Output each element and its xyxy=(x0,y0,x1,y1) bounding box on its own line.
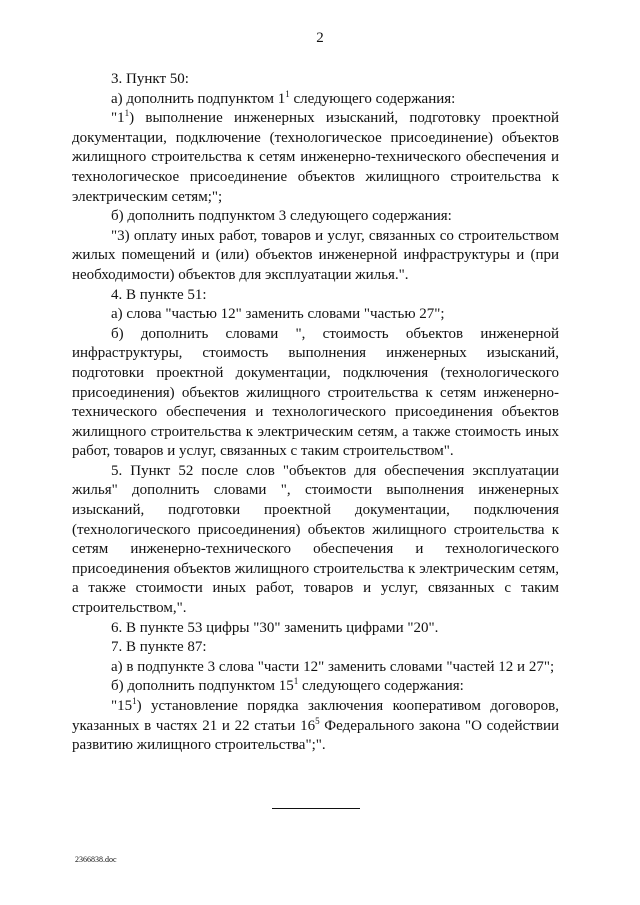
paragraph-4b: б) дополнить словами ", стоимость объектов инженерной инфраструктуры, стоимость выполнения инженерных изысканий, подготовки проектной документации, подключения (технологического присоединения) объектов жилищного строительства к сетям инженерно-технического обеспечения и технологического присоединения объектов жилищного строительства к электрическим сетям, а также стоимость иных работ, товаров и услуг, связанных с таким строительством". xyxy=(72,325,559,460)
paragraph-quote-1-1: "$1^1$) выполнение инженерных изысканий, подготовку проектной документации, подключение (технологическое присоединение) объектов жилищного строительства к сетям инженерно-технического обеспечения и технологическое присоединение объектов жилищного строительства к электрическим сетям;"; xyxy=(72,108,559,205)
paragraph-quote-3: "3) оплату иных работ, товаров и услуг, связанных со строительством жилых помещений и (или) объектов инженерной инфраструктуры и (при необходимости) объектов для эксплуатации жилья.". xyxy=(72,227,559,283)
paragraph-item-5: 5. Пункт 52 после слов "объектов для обеспечения эксплуатации жилья" дополнить словами ", стоимости выполнения инженерных изысканий, подготовки проектной документации, подключения (технологического присоединения) объектов жилищного строительства к сетям инженерно-технического обеспечения и технологического присоединения объектов жилищного строительства к электрическим сетям, а также стоимости иных работ, товаров и услуг, связанных с таким строительством,". xyxy=(72,462,559,617)
paragraph-item-6: 6. В пункте 53 цифры "30" заменить цифрами "20". xyxy=(111,619,439,636)
paragraph-item-4: 4. В пункте 51: xyxy=(111,286,207,303)
paragraph-quote-15-1: "$15^1$) установление порядка заключения кооперативом договоров, указанных в частях 21 и 22 статьи $16^5$ Федерального закона "О содействии развитию жилищного строительства";". xyxy=(72,696,559,754)
paragraph-4a: а) слова "частью 12" заменить словами "частью 27"; xyxy=(111,306,445,323)
page-number: 2 xyxy=(316,30,324,46)
footer-filename: 2366838.doc xyxy=(75,855,117,864)
paragraph-item-7: 7. В пункте 87: xyxy=(111,639,207,656)
document-body xyxy=(72,70,559,756)
paragraph-7a: а) в подпункте 3 слова "части 12" заменить словами "частей 12 и 27"; xyxy=(111,658,555,675)
paragraph-7b: б) дополнить подпунктом $15^1$ следующего содержания: xyxy=(111,676,464,695)
paragraph-3b: б) дополнить подпунктом 3 следующего содержания: xyxy=(111,208,452,225)
paragraph-item-3: 3. Пункт 50: xyxy=(111,71,189,87)
divider-line xyxy=(272,808,360,809)
paragraph-3a: а) дополнить подпунктом $1^1$ следующего содержания: xyxy=(111,88,456,107)
